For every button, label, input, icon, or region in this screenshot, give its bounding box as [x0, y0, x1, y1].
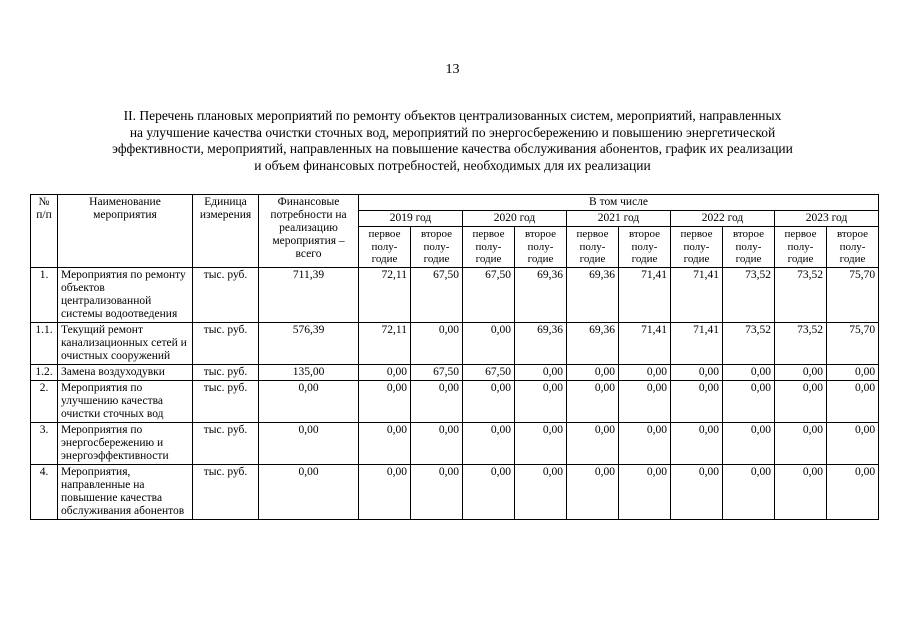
row-total: 0,00 [259, 464, 359, 519]
table-row [31, 364, 879, 380]
row-value: 0,00 [463, 322, 515, 364]
row-unit: тыс. руб. [193, 380, 259, 422]
document-title [40, 108, 865, 174]
row-value: 0,00 [515, 422, 567, 464]
row-value: 69,36 [567, 322, 619, 364]
row-value: 0,00 [827, 380, 879, 422]
row-value: 71,41 [619, 267, 671, 322]
title-line: эффективности, мероприятий, направленных на повышение качества обслуживания абонентов, график их реализации [112, 141, 793, 156]
year-header: 2021 год [567, 211, 671, 227]
row-total: 711,39 [259, 267, 359, 322]
row-name: Мероприятия по улучшению качества очистки сточных вод [58, 380, 193, 422]
first-half-header: первое полу-годие [671, 227, 723, 268]
row-value: 0,00 [567, 422, 619, 464]
row-unit: тыс. руб. [193, 267, 259, 322]
first-half-header: первое полу-годие [463, 227, 515, 268]
year-header: 2019 год [359, 211, 463, 227]
row-value: 0,00 [463, 422, 515, 464]
year-header: 2022 год [671, 211, 775, 227]
row-value: 69,36 [567, 267, 619, 322]
row-value: 0,00 [515, 364, 567, 380]
row-value: 0,00 [411, 380, 463, 422]
row-value: 0,00 [723, 464, 775, 519]
year-header: 2023 год [775, 211, 879, 227]
row-number: 4. [31, 464, 58, 519]
row-value: 71,41 [619, 322, 671, 364]
row-value: 72,11 [359, 267, 411, 322]
row-value: 0,00 [359, 464, 411, 519]
row-value: 0,00 [619, 380, 671, 422]
row-value: 69,36 [515, 267, 567, 322]
table-row [31, 380, 879, 422]
year-header: 2020 год [463, 211, 567, 227]
row-name: Мероприятия по энергосбережению и энергоэффективности [58, 422, 193, 464]
row-value: 0,00 [827, 364, 879, 380]
row-name: Замена воздуходувки [58, 364, 193, 380]
row-value: 0,00 [619, 364, 671, 380]
header-finance: Финансовые потребности на реализацию мероприятия – всего [259, 195, 359, 268]
row-name: Мероприятия по ремонту объектов централизованной системы водоотведения [58, 267, 193, 322]
row-value: 0,00 [515, 380, 567, 422]
table-row [31, 267, 879, 322]
row-value: 0,00 [359, 380, 411, 422]
row-value: 0,00 [827, 464, 879, 519]
row-total: 0,00 [259, 380, 359, 422]
row-value: 0,00 [671, 380, 723, 422]
second-half-header: второе полу-годие [411, 227, 463, 268]
row-value: 73,52 [775, 267, 827, 322]
row-value: 0,00 [567, 364, 619, 380]
row-value: 0,00 [775, 464, 827, 519]
row-value: 0,00 [671, 364, 723, 380]
row-value: 0,00 [567, 380, 619, 422]
row-total: 135,00 [259, 364, 359, 380]
row-number: 2. [31, 380, 58, 422]
row-value: 75,70 [827, 267, 879, 322]
header-num: № п/п [31, 195, 58, 268]
row-value: 0,00 [463, 380, 515, 422]
row-total: 576,39 [259, 322, 359, 364]
row-value: 67,50 [463, 267, 515, 322]
header-unit: Единица измерения [193, 195, 259, 268]
row-value: 71,41 [671, 322, 723, 364]
row-value: 72,11 [359, 322, 411, 364]
row-value: 0,00 [671, 422, 723, 464]
second-half-header: второе полу-годие [515, 227, 567, 268]
second-half-header: второе полу-годие [619, 227, 671, 268]
second-half-header: второе полу-годие [827, 227, 879, 268]
row-value: 73,52 [775, 322, 827, 364]
row-value: 0,00 [411, 322, 463, 364]
row-total: 0,00 [259, 422, 359, 464]
row-unit: тыс. руб. [193, 364, 259, 380]
row-unit: тыс. руб. [193, 422, 259, 464]
row-value: 0,00 [411, 422, 463, 464]
table-row [31, 422, 879, 464]
row-unit: тыс. руб. [193, 322, 259, 364]
row-value: 67,50 [411, 364, 463, 380]
header-row [31, 195, 879, 211]
row-number: 1. [31, 267, 58, 322]
row-value: 67,50 [411, 267, 463, 322]
row-value: 0,00 [359, 364, 411, 380]
row-number: 1.2. [31, 364, 58, 380]
table-row [31, 464, 879, 519]
row-value: 0,00 [723, 380, 775, 422]
row-value: 73,52 [723, 267, 775, 322]
row-number: 1.1. [31, 322, 58, 364]
header-name: Наименование мероприятия [58, 195, 193, 268]
row-name: Мероприятия, направленные на повышение качества обслуживания абонентов [58, 464, 193, 519]
header-including: В том числе [359, 195, 879, 211]
first-half-header: первое полу-годие [567, 227, 619, 268]
row-value: 0,00 [723, 364, 775, 380]
table-body [31, 267, 879, 519]
row-value: 0,00 [775, 380, 827, 422]
row-value: 0,00 [463, 464, 515, 519]
row-value: 0,00 [567, 464, 619, 519]
row-value: 0,00 [671, 464, 723, 519]
row-name: Текущий ремонт канализационных сетей и очистных сооружений [58, 322, 193, 364]
row-value: 0,00 [515, 464, 567, 519]
page-number: 13 [445, 62, 460, 77]
title-line: II. Перечень плановых мероприятий по ремонту объектов централизованных систем, мероприятий, направленных [123, 108, 782, 123]
row-value: 0,00 [359, 422, 411, 464]
second-half-header: второе полу-годие [723, 227, 775, 268]
row-value: 0,00 [619, 464, 671, 519]
row-value: 0,00 [827, 422, 879, 464]
row-number: 3. [31, 422, 58, 464]
row-value: 0,00 [775, 422, 827, 464]
row-value: 0,00 [411, 464, 463, 519]
row-value: 73,52 [723, 322, 775, 364]
row-value: 69,36 [515, 322, 567, 364]
row-value: 71,41 [671, 267, 723, 322]
row-value: 0,00 [619, 422, 671, 464]
row-value: 0,00 [723, 422, 775, 464]
first-half-header: первое полу-годие [359, 227, 411, 268]
row-unit: тыс. руб. [193, 464, 259, 519]
table-row [31, 322, 879, 364]
row-value: 0,00 [775, 364, 827, 380]
first-half-header: первое полу-годие [775, 227, 827, 268]
row-value: 75,70 [827, 322, 879, 364]
measures-table [30, 194, 879, 520]
title-line: и объем финансовых потребностей, необходимых для их реализации [254, 157, 651, 173]
row-value: 67,50 [463, 364, 515, 380]
title-line: на улучшение качества очистки сточных вод, мероприятий по энергосбережению и повышению энергетической [129, 124, 776, 140]
